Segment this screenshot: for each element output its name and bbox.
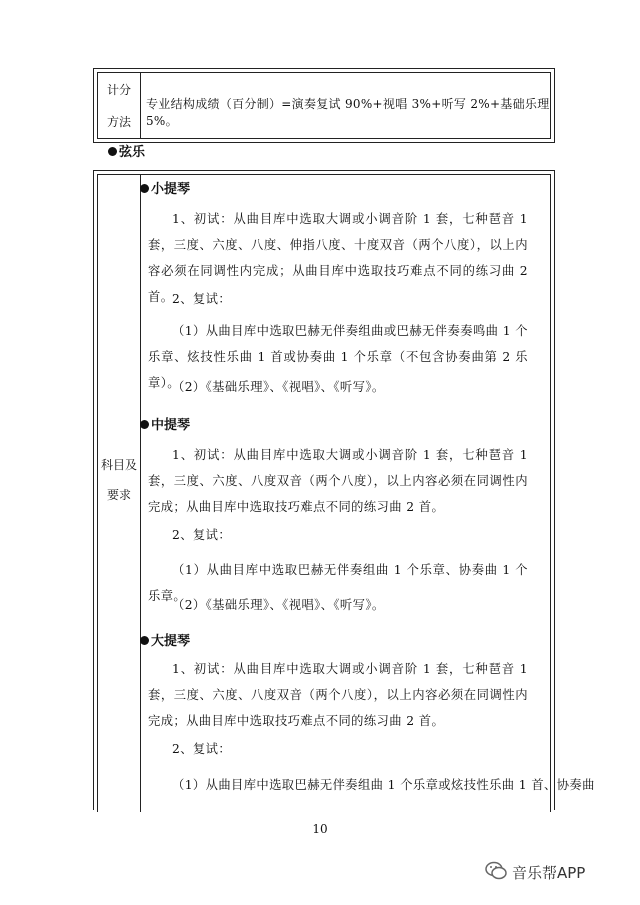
viola-preliminary: 1、初试：从曲目库中选取大调或小调音阶 1 套，七种琶音 1 套，三度、六度、八度双音（两个八度），以上内容必须在同调性内完成；从曲目库中选取技巧难点不同的练习曲 2 首。 xyxy=(148,448,528,514)
requirements-label-line1: 科目及 xyxy=(100,458,137,472)
violin-preliminary: 1、初试：从曲目库中选取大调或小调音阶 1 套，七种琶音 1 套，三度、六度、八度、伸指八度、十度双音（两个八度），以上内容必须在同调性内完成；从曲目库中选取技巧难点不同的练习曲 2 首。 xyxy=(148,212,528,304)
scoring-label-line2: 方法 xyxy=(106,115,131,129)
bullet-icon xyxy=(108,147,117,156)
violin-heading-text: 小提琴 xyxy=(151,182,191,197)
scoring-formula: 专业结构成绩（百分制）=演奏复试 90%+视唱 3%+听写 2%+基础乐理 5%。 xyxy=(146,97,550,128)
cello-heading xyxy=(140,630,190,649)
watermark xyxy=(512,862,585,883)
requirements-label-line2: 要求 xyxy=(106,488,131,502)
scoring-table-inner-border xyxy=(97,72,551,139)
scoring-table xyxy=(93,68,555,143)
scoring-label-line1: 计分 xyxy=(106,83,131,97)
viola-retest-label: 2、复试： xyxy=(172,528,232,542)
requirements-table-divider xyxy=(140,175,141,812)
bullet-icon xyxy=(140,636,149,645)
section-title-text: 弦乐 xyxy=(119,145,146,160)
section-title xyxy=(108,141,145,160)
violin-heading xyxy=(140,178,190,197)
page-number: 10 xyxy=(312,822,328,836)
scoring-table-divider xyxy=(140,73,141,138)
cello-retest-label: 2、复试： xyxy=(172,742,232,756)
viola-heading-text: 中提琴 xyxy=(151,418,191,433)
viola-retest-item1: （1）从曲目库中选取巴赫无伴奏组曲 1 个乐章、协奏曲 1 个乐章。 xyxy=(148,563,528,603)
violin-retest-label: 2、复试： xyxy=(172,292,232,306)
violin-retest-item2: （2）《基础乐理》、《视唱》、《听写》。 xyxy=(172,380,385,394)
wechat-icon xyxy=(484,860,508,882)
viola-retest-item2: （2）《基础乐理》、《视唱》、《听写》。 xyxy=(172,598,385,612)
bullet-icon xyxy=(140,420,149,429)
cello-preliminary: 1、初试：从曲目库中选取大调或小调音阶 1 套，七种琶音 1 套，三度、六度、八度双音（两个八度），以上内容必须在同调性内完成；从曲目库中选取技巧难点不同的练习曲 2 首。 xyxy=(148,662,528,728)
cello-heading-text: 大提琴 xyxy=(151,634,191,649)
violin-retest-item1: （1）从曲目库中选取巴赫无伴奏组曲或巴赫无伴奏奏鸣曲 1 个乐章、炫技性乐曲 1 首或协奏曲 1 个乐章（不包含协奏曲第 2 乐章）。 xyxy=(148,324,528,390)
viola-heading xyxy=(140,414,190,433)
watermark-text: 音乐帮APP xyxy=(512,864,586,882)
bullet-icon xyxy=(140,184,149,193)
cello-retest-item1: （1）从曲目库中选取巴赫无伴奏组曲 1 个乐章或炫技性乐曲 1 首、协奏曲 xyxy=(172,778,595,792)
